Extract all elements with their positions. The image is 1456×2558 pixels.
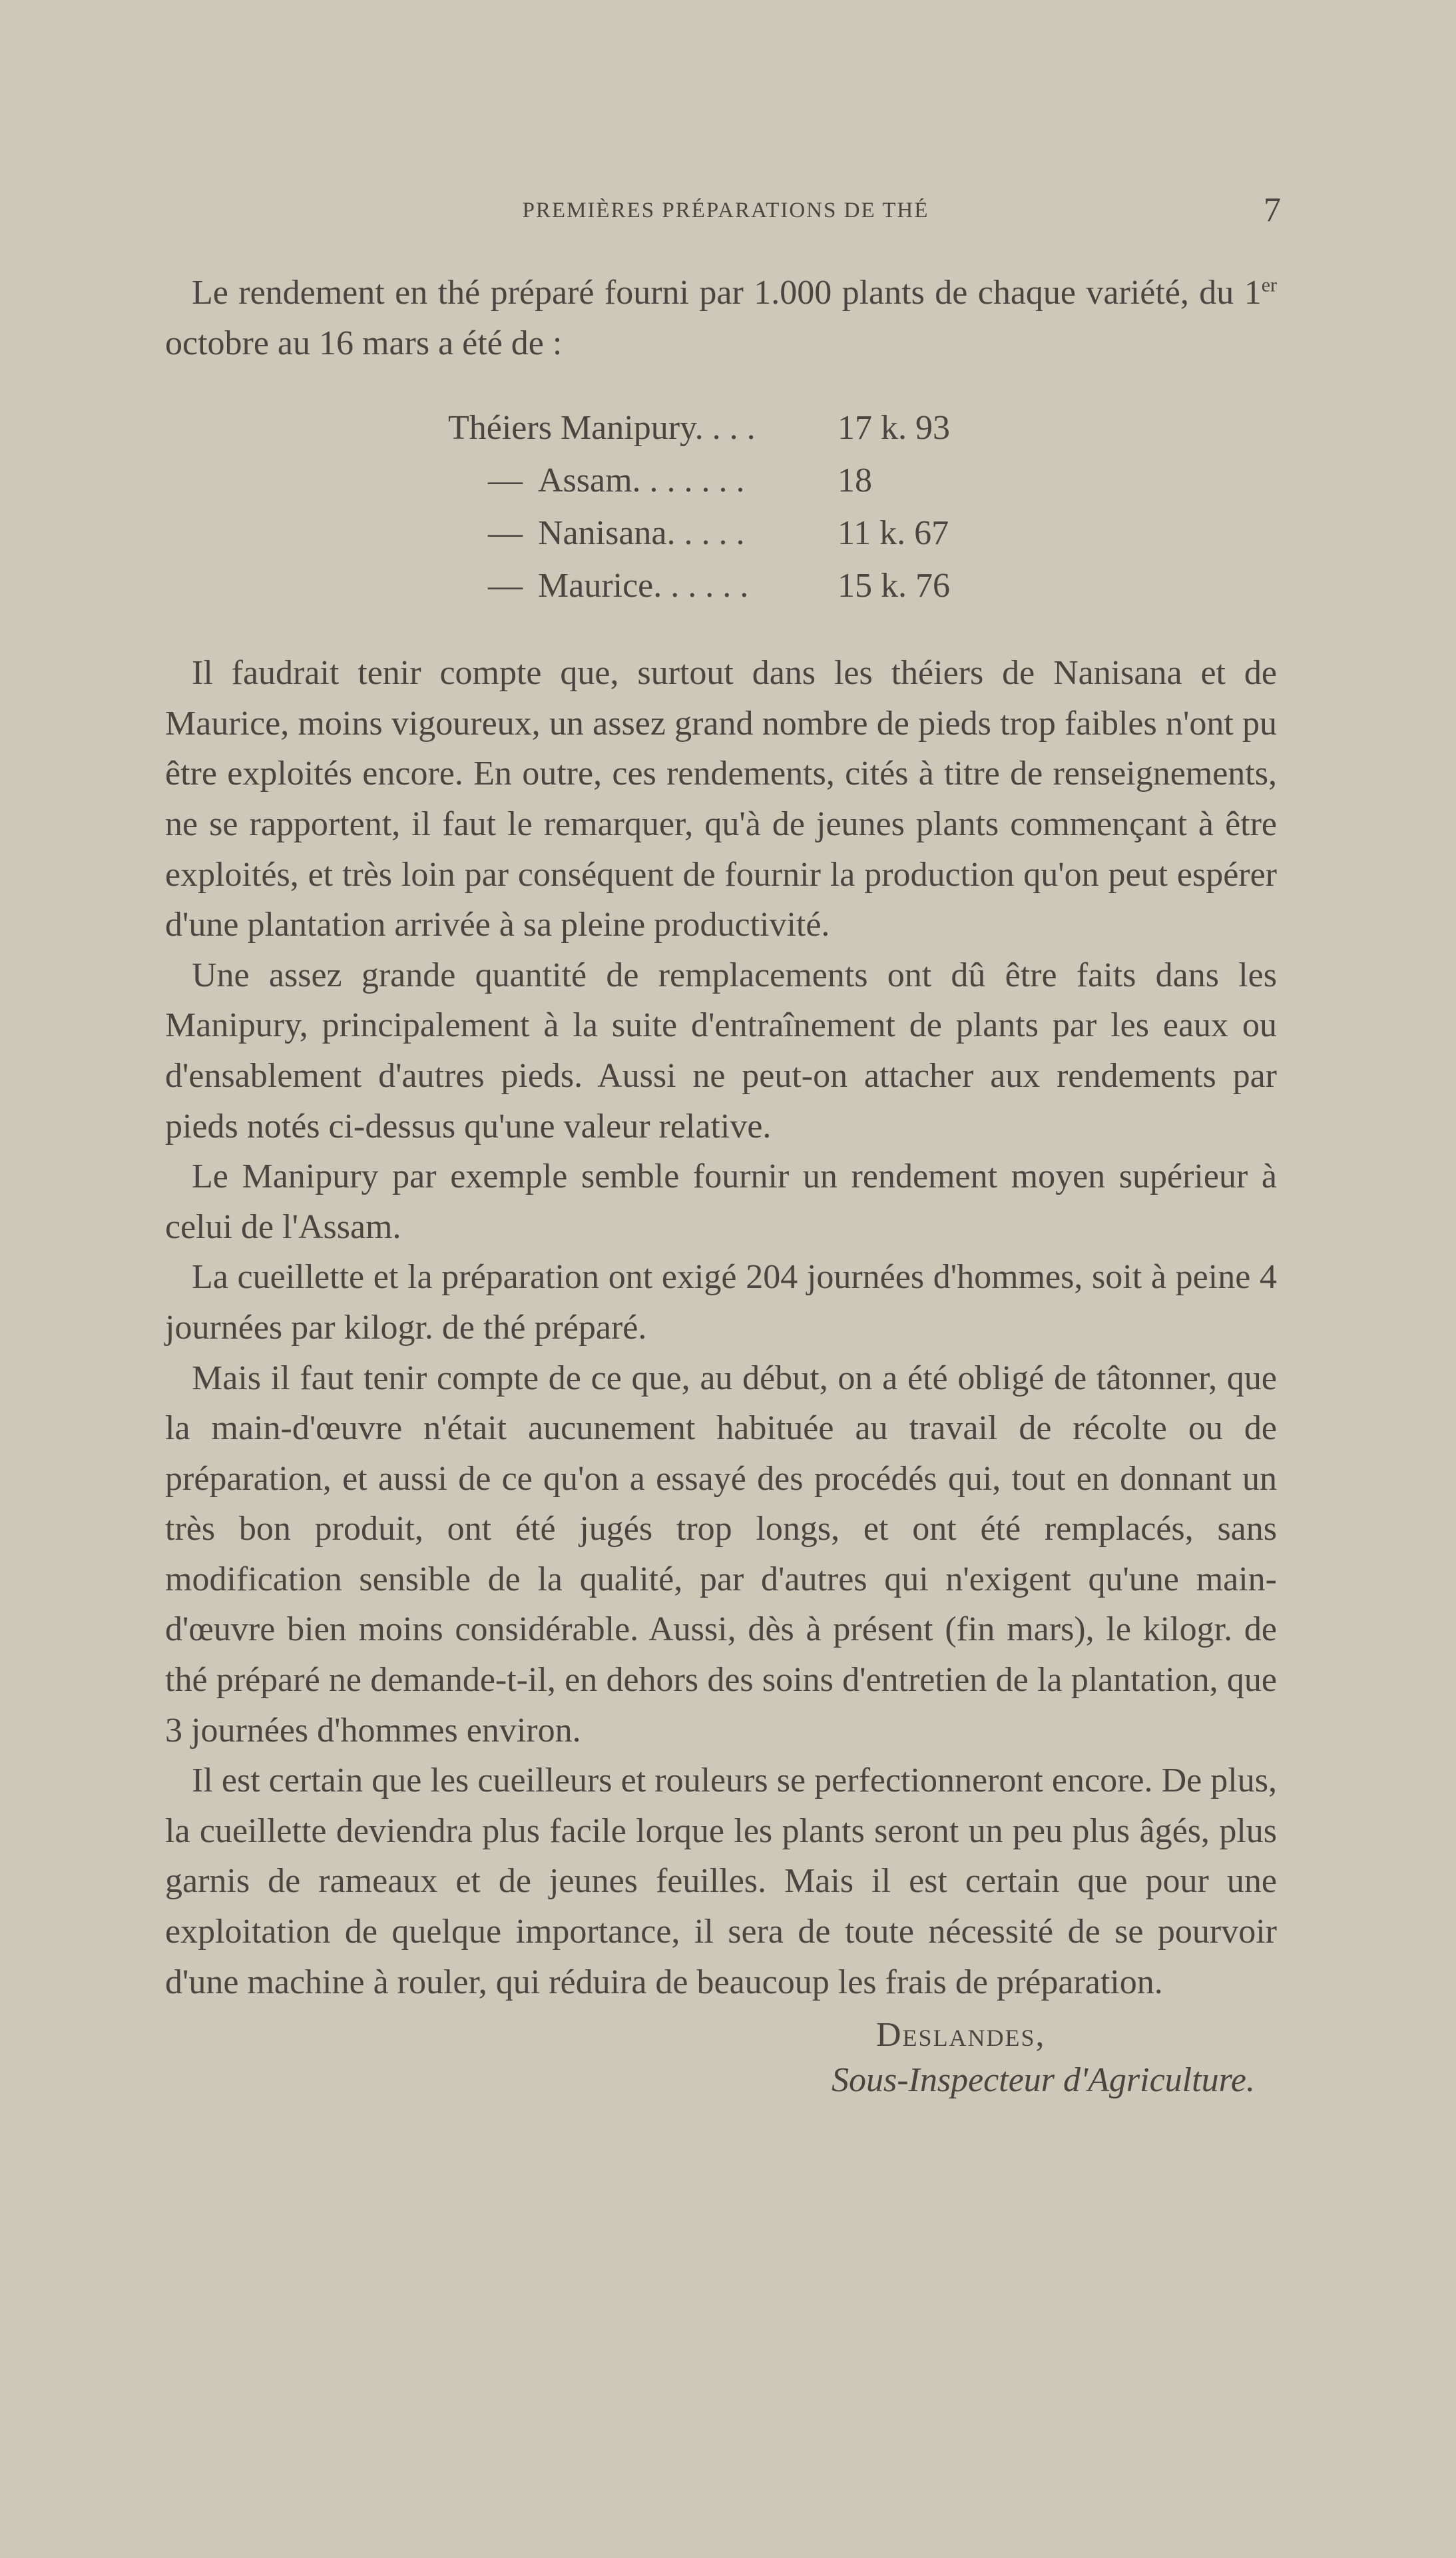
paragraph: Il faudrait tenir compte que, surtout dans les théiers de Nanisana et de Maurice, moins vigoureux, un assez grand nombre de pieds trop faibles n'ont pu être exploités encore. En outre, ces rendements, cités à titre de renseignements, ne se rapportent, il faut le remarquer, qu'à de jeunes plants commençant à être exploités, et très loin par conséquent de fournir la production qu'on peut espérer d'une plantation arrivée à sa pleine productivité.	[165, 654, 1277, 944]
intro-superscript: er	[1261, 274, 1277, 296]
yield-value: 18	[838, 462, 872, 500]
yield-variety	[448, 403, 838, 454]
yield-prefix: —	[488, 462, 523, 500]
page-header	[0, 191, 1456, 232]
intro-text-after: octobre au 16 mars a été de :	[165, 324, 563, 362]
signature-name: Deslandes,	[876, 2016, 1046, 2055]
running-title: PREMIÈRES PRÉPARATIONS DE THÉ	[522, 198, 929, 222]
body-text	[165, 268, 1277, 2103]
paragraph: Une assez grande quantité de remplacements ont dû être faits dans les Manipury, principalement à la suite d'entraînement de plants par les eaux ou d'ensablement d'autres pieds. Aussi ne peut-on attacher aux rendements par pieds notés ci-dessus qu'une valeur relative.	[165, 956, 1277, 1145]
yield-row	[448, 403, 1277, 456]
yield-row	[448, 456, 1277, 508]
yield-variety-name: Maurice. . . . . .	[538, 567, 749, 605]
yield-variety-name: Manipury. . . .	[560, 409, 756, 448]
signature-block	[165, 2013, 1277, 2103]
yield-prefix: —	[488, 567, 523, 605]
yield-variety	[448, 456, 838, 506]
paragraph: Le Manipury par exemple semble fournir un rendement moyen supérieur à celui de l'Assam.	[165, 1157, 1277, 1246]
intro-text-before: Le rendement en thé préparé fourni par 1.000 plants de chaque variété, du 1	[192, 274, 1262, 312]
yield-table	[165, 403, 1277, 613]
paragraph: Il est certain que les cueilleurs et rouleurs se perfectionneront encore. De plus, la cueillette deviendra plus facile lorque les plants seront un peu plus âgés, plus garnis de rameaux et de jeunes feuilles. Mais il est certain que pour une exploitation de quelque importance, il sera de toute nécessité de se pourvoir d'une machine à rouler, qui réduira de beaucoup les frais de préparation.	[165, 1761, 1277, 2001]
paragraph: La cueillette et la préparation ont exigé 204 journées d'hommes, soit à peine 4 journées par kilogr. de thé préparé.	[165, 1258, 1277, 1347]
yield-row	[448, 561, 1277, 613]
yield-prefix: Théiers	[448, 409, 552, 448]
signature-title: Sous-Inspecteur d'Agriculture.	[832, 2061, 1255, 2100]
yield-value: 11 k. 67	[838, 514, 949, 553]
yield-prefix: —	[488, 514, 523, 553]
yield-value: 17 k. 93	[838, 409, 950, 448]
intro-paragraph	[165, 268, 1277, 368]
yield-variety	[448, 561, 838, 611]
yield-variety-name: Nanisana. . . . .	[538, 514, 745, 553]
yield-value: 15 k. 76	[838, 567, 950, 605]
page-number: 7	[1264, 191, 1281, 229]
paragraph: Mais il faut tenir compte de ce que, au début, on a été obligé de tâtonner, que la main-d'œuvre n'était aucunement habituée au travail de récolte ou de préparation, et aussi de ce qu'on a essayé des procédés qui, tout en donnant un très bon produit, ont été jugés trop longs, et ont été remplacés, sans modification sensible de la qualité, par d'autres qui n'exigent qu'une main-d'œuvre bien moins considérable. Aussi, dès à présent (fin mars), le kilogr. de thé préparé ne demande-t-il, en dehors des soins d'entretien de la plantation, que 3 journées d'hommes environ.	[165, 1359, 1277, 1750]
yield-variety	[448, 508, 838, 559]
yield-variety-name: Assam. . . . . . .	[538, 462, 745, 500]
yield-row	[448, 508, 1277, 561]
